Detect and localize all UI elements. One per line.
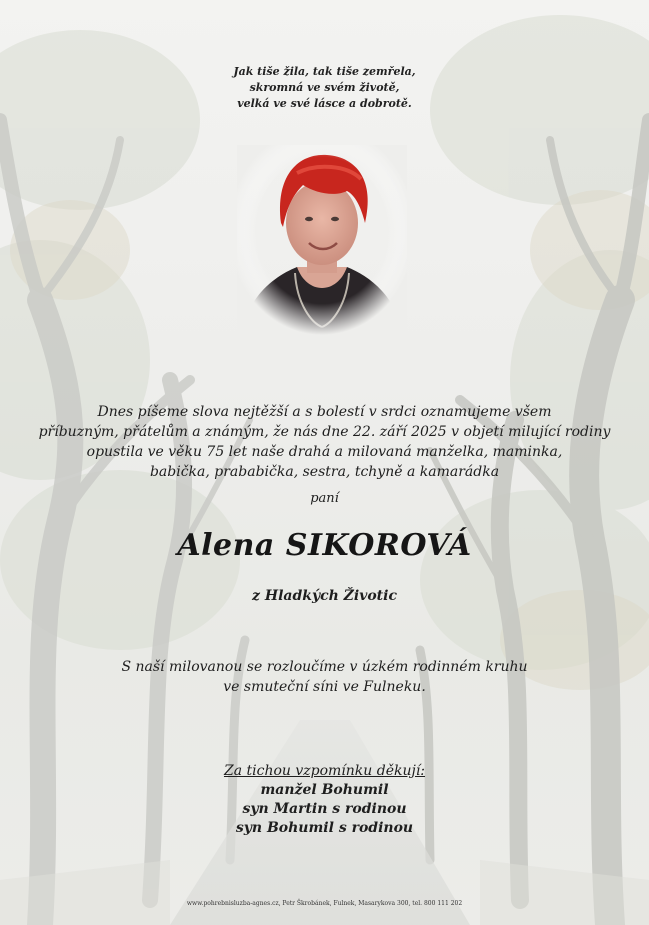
death-announcement: [0, 402, 649, 482]
deceased-name: Alena SIKOROVÁ: [177, 528, 472, 563]
motto-line: velká ve své lásce a dobrotě.: [237, 97, 412, 110]
announcement-line: babička, prababička, sestra, tchyně a kamarádka: [149, 464, 500, 480]
mourners-heading: Za tichou vzpomínku děkují:: [223, 763, 426, 779]
memorial-motto: [0, 64, 649, 112]
mourner-name: syn Martin s rodinou: [242, 801, 407, 817]
deceased-origin: z Hladkých Životic: [252, 588, 397, 604]
farewell-line: S naší milovanou se rozloučíme v úzkém rodinném kruhu: [121, 659, 528, 675]
announcement-line: opustila ve věku 75 let naše drahá a milovaná manželka, maminka,: [86, 444, 563, 460]
mourners-list: [0, 762, 649, 838]
announcement-line: příbuzným, přátelům a známým, že nás dne 22. září 2025 v objetí milující rodiny: [38, 424, 611, 440]
mourner-name: syn Bohumil s rodinou: [235, 820, 414, 836]
farewell-line: ve smuteční síni ve Fulneku.: [223, 679, 426, 695]
motto-line: skromná ve svém životě,: [249, 81, 400, 94]
portrait-photo: [237, 145, 407, 335]
farewell-info: [0, 657, 649, 697]
mourner-name: manžel Bohumil: [260, 782, 389, 798]
funeral-service-footer: www.pohrebnisluzba-agnes.cz, Petr Škrobánek, Fulnek, Masarykova 300, tel. 800 111 202: [186, 900, 463, 907]
salutation: paní: [310, 491, 339, 506]
announcement-line: Dnes píšeme slova nejtěžší a s bolestí v srdci oznamujeme všem: [97, 404, 552, 420]
motto-line: Jak tiše žila, tak tiše zemřela,: [233, 65, 416, 78]
